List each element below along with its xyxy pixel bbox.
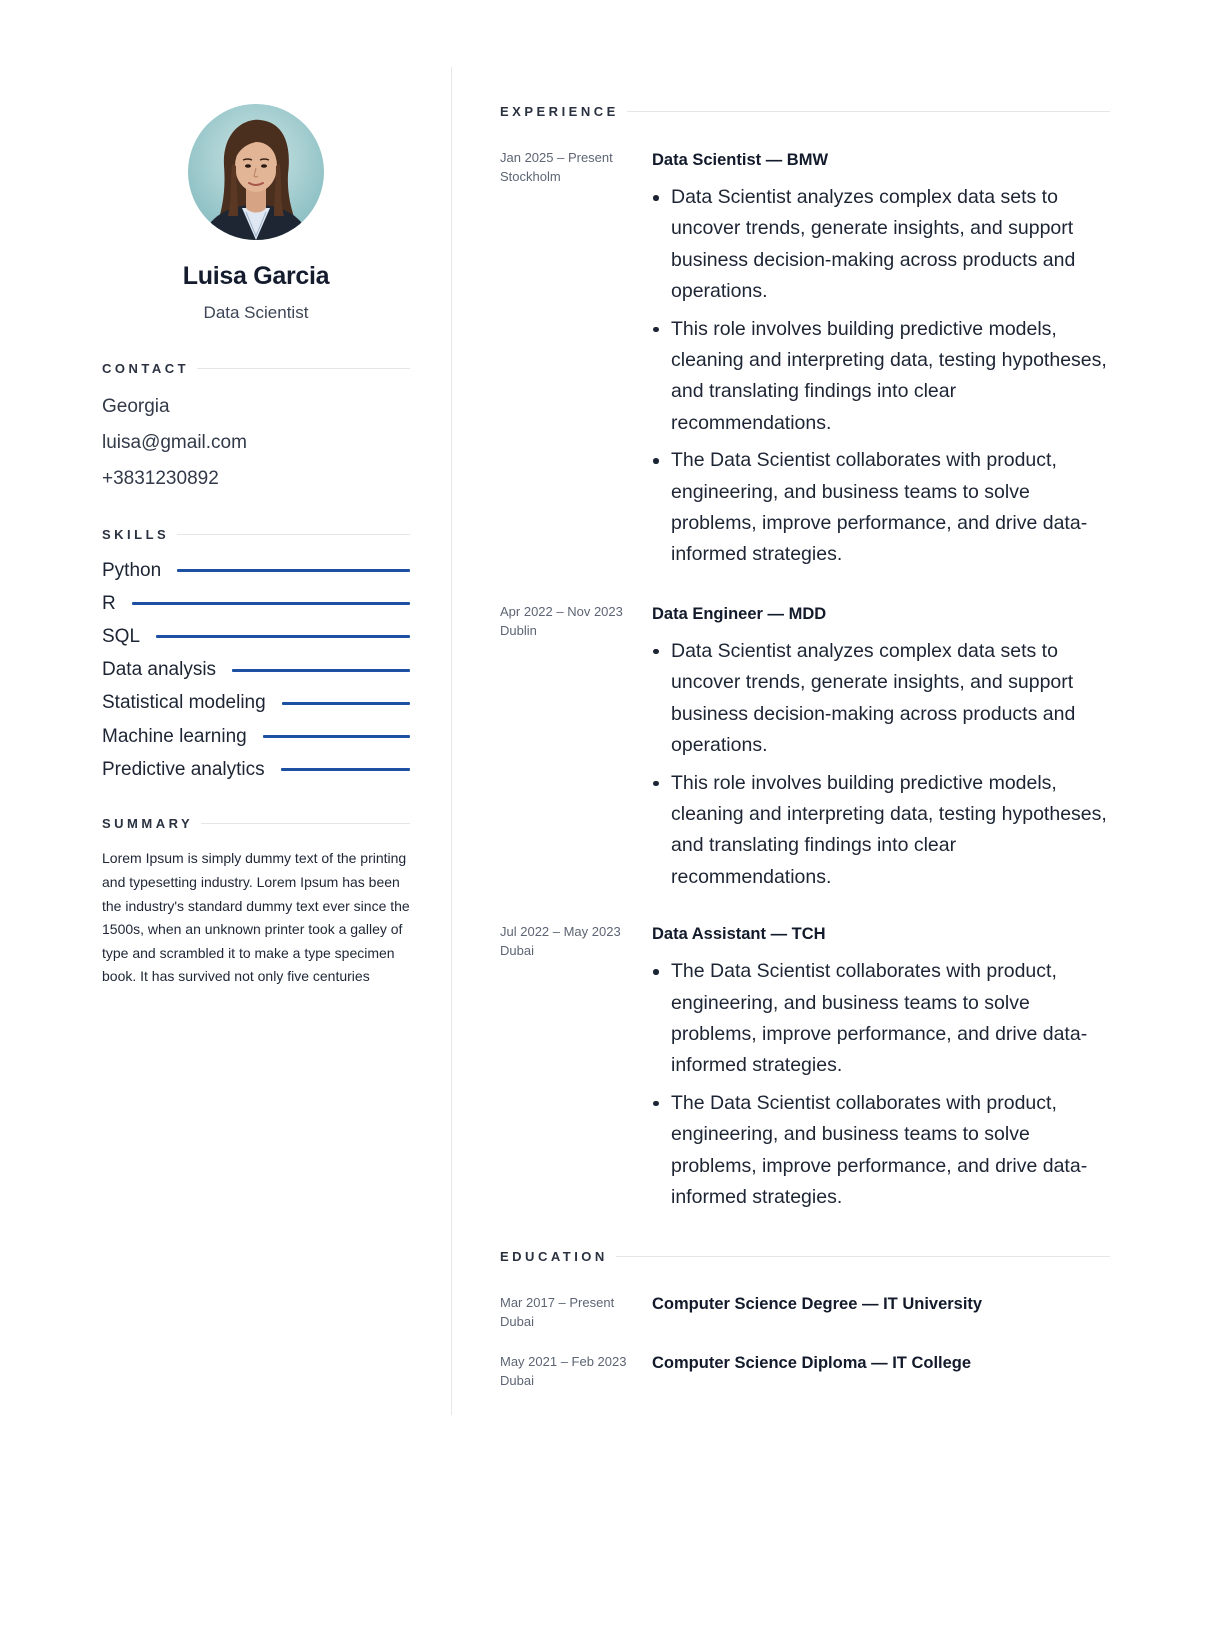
contact-phone[interactable]: +3831230892 bbox=[102, 468, 219, 489]
entry-location: Dubai bbox=[500, 1314, 534, 1330]
summary-text: Lorem Ipsum is simply dummy text of the printing and typesetting industry. Lorem Ipsum has been the industry's standard dummy text ever since the 1500s, when an unknown printer took a galley of type and scrambled it to make a type specimen book. It has survived not only five centuries bbox=[102, 850, 410, 985]
contact-heading-label: CONTACT bbox=[102, 361, 190, 376]
bullet-item: Data Scientist analyzes complex data sets to uncover trends, generate insights, and support business decision-making across products and operations. bbox=[671, 636, 1110, 762]
skill-item bbox=[102, 753, 410, 786]
entry-location: Dubai bbox=[500, 943, 534, 959]
skill-label: Data analysis bbox=[102, 659, 217, 681]
entry-body bbox=[652, 599, 1110, 899]
experience-entry bbox=[500, 145, 1110, 577]
skill-label: Statistical modeling bbox=[102, 692, 266, 714]
entry-bullets bbox=[652, 956, 1110, 1213]
candidate-name: Luisa Garcia bbox=[182, 262, 330, 290]
experience-heading-label: EXPERIENCE bbox=[500, 104, 619, 119]
bullet-item: Data Scientist analyzes complex data sets to uncover trends, generate insights, and support business decision-making across products and operations. bbox=[671, 182, 1110, 308]
summary-heading-rule bbox=[201, 823, 410, 824]
skill-item bbox=[102, 720, 410, 753]
entry-meta bbox=[500, 919, 652, 960]
avatar bbox=[188, 104, 324, 240]
sidebar bbox=[102, 104, 410, 989]
bullet-item: The Data Scientist collaborates with product, engineering, and business teams to solve problems, improve performance, and drive data-informed strategies. bbox=[671, 1088, 1110, 1214]
bullet-item: This role involves building predictive models, cleaning and interpreting data, testing hypotheses, and translating findings into clear recommendations. bbox=[671, 768, 1110, 894]
contact-location: Georgia bbox=[102, 396, 170, 417]
skill-level-bar bbox=[156, 635, 410, 638]
summary-heading-label: SUMMARY bbox=[102, 816, 194, 832]
entry-body bbox=[652, 1349, 1110, 1373]
entry-role: Data Assistant — TCH bbox=[652, 925, 826, 944]
summary-heading bbox=[102, 816, 410, 831]
experience-heading bbox=[500, 104, 1110, 119]
experience-entry bbox=[500, 599, 1110, 899]
entry-bullets bbox=[652, 182, 1110, 571]
skill-item bbox=[102, 687, 410, 720]
education-heading-rule bbox=[616, 1256, 1110, 1257]
entry-bullets bbox=[652, 636, 1110, 893]
skill-label: Predictive analytics bbox=[102, 758, 265, 780]
skills-list bbox=[102, 554, 410, 786]
skills-heading-label: SKILLS bbox=[102, 527, 170, 542]
skill-item bbox=[102, 620, 410, 653]
experience-heading-rule bbox=[627, 111, 1110, 112]
entry-meta bbox=[500, 599, 652, 640]
skill-item bbox=[102, 554, 410, 587]
skill-level-bar bbox=[263, 735, 410, 738]
entry-location: Stockholm bbox=[500, 169, 561, 184]
entry-degree: Computer Science Degree — IT University bbox=[652, 1295, 983, 1314]
skill-label: R bbox=[102, 592, 116, 614]
experience-entry bbox=[500, 919, 1110, 1219]
education-entry bbox=[500, 1290, 1110, 1331]
bullet-item: The Data Scientist collaborates with product, engineering, and business teams to solve problems, improve performance, and drive data-informed strategies. bbox=[671, 956, 1110, 1082]
entry-role: Data Engineer — MDD bbox=[652, 604, 827, 623]
entry-meta bbox=[500, 145, 652, 186]
skill-level-bar bbox=[177, 569, 410, 572]
entry-location: Dubai bbox=[500, 1373, 534, 1389]
skill-label: Machine learning bbox=[102, 725, 247, 747]
entry-dates: Jan 2025 – Present bbox=[500, 150, 613, 165]
entry-body bbox=[652, 919, 1110, 1219]
skill-level-bar bbox=[281, 768, 410, 771]
skill-label: SQL bbox=[102, 625, 141, 647]
candidate-title: Data Scientist bbox=[203, 303, 309, 322]
skill-label: Python bbox=[102, 559, 162, 581]
entry-degree: Computer Science Diploma — IT College bbox=[652, 1354, 972, 1373]
skill-item bbox=[102, 654, 410, 687]
education-entry bbox=[500, 1349, 1110, 1390]
skills-heading bbox=[102, 527, 410, 542]
entry-dates: May 2021 – Feb 2023 bbox=[500, 1354, 627, 1370]
main-content bbox=[500, 104, 1110, 1408]
contact-heading-rule bbox=[197, 368, 410, 369]
entry-body bbox=[652, 145, 1110, 577]
bullet-item: This role involves building predictive models, cleaning and interpreting data, testing hypotheses, and translating findings into clear recommendations. bbox=[671, 314, 1110, 440]
contact-heading bbox=[102, 361, 410, 376]
contact-list bbox=[102, 389, 410, 497]
entry-role: Data Scientist — BMW bbox=[652, 151, 829, 169]
bullet-item: The Data Scientist collaborates with product, engineering, and business teams to solve problems, improve performance, and drive data-informed strategies. bbox=[671, 445, 1110, 571]
column-divider bbox=[451, 67, 452, 1415]
portrait-photo-icon bbox=[188, 104, 324, 240]
entry-body bbox=[652, 1290, 1110, 1314]
entry-meta bbox=[500, 1349, 652, 1390]
entry-meta bbox=[500, 1290, 652, 1331]
skill-level-bar bbox=[232, 669, 410, 672]
entry-dates: Mar 2017 – Present bbox=[500, 1295, 615, 1311]
entry-dates: Apr 2022 – Nov 2023 bbox=[500, 603, 623, 619]
skill-level-bar bbox=[132, 602, 410, 605]
contact-email[interactable]: luisa@gmail.com bbox=[102, 432, 247, 453]
skill-item bbox=[102, 587, 410, 620]
skill-level-bar bbox=[282, 702, 410, 705]
entry-dates: Jul 2022 – May 2023 bbox=[500, 924, 621, 940]
entry-location: Dublin bbox=[500, 622, 537, 638]
skills-heading-rule bbox=[177, 534, 410, 535]
education-heading bbox=[500, 1249, 1110, 1264]
education-heading-label: EDUCATION bbox=[500, 1249, 608, 1265]
